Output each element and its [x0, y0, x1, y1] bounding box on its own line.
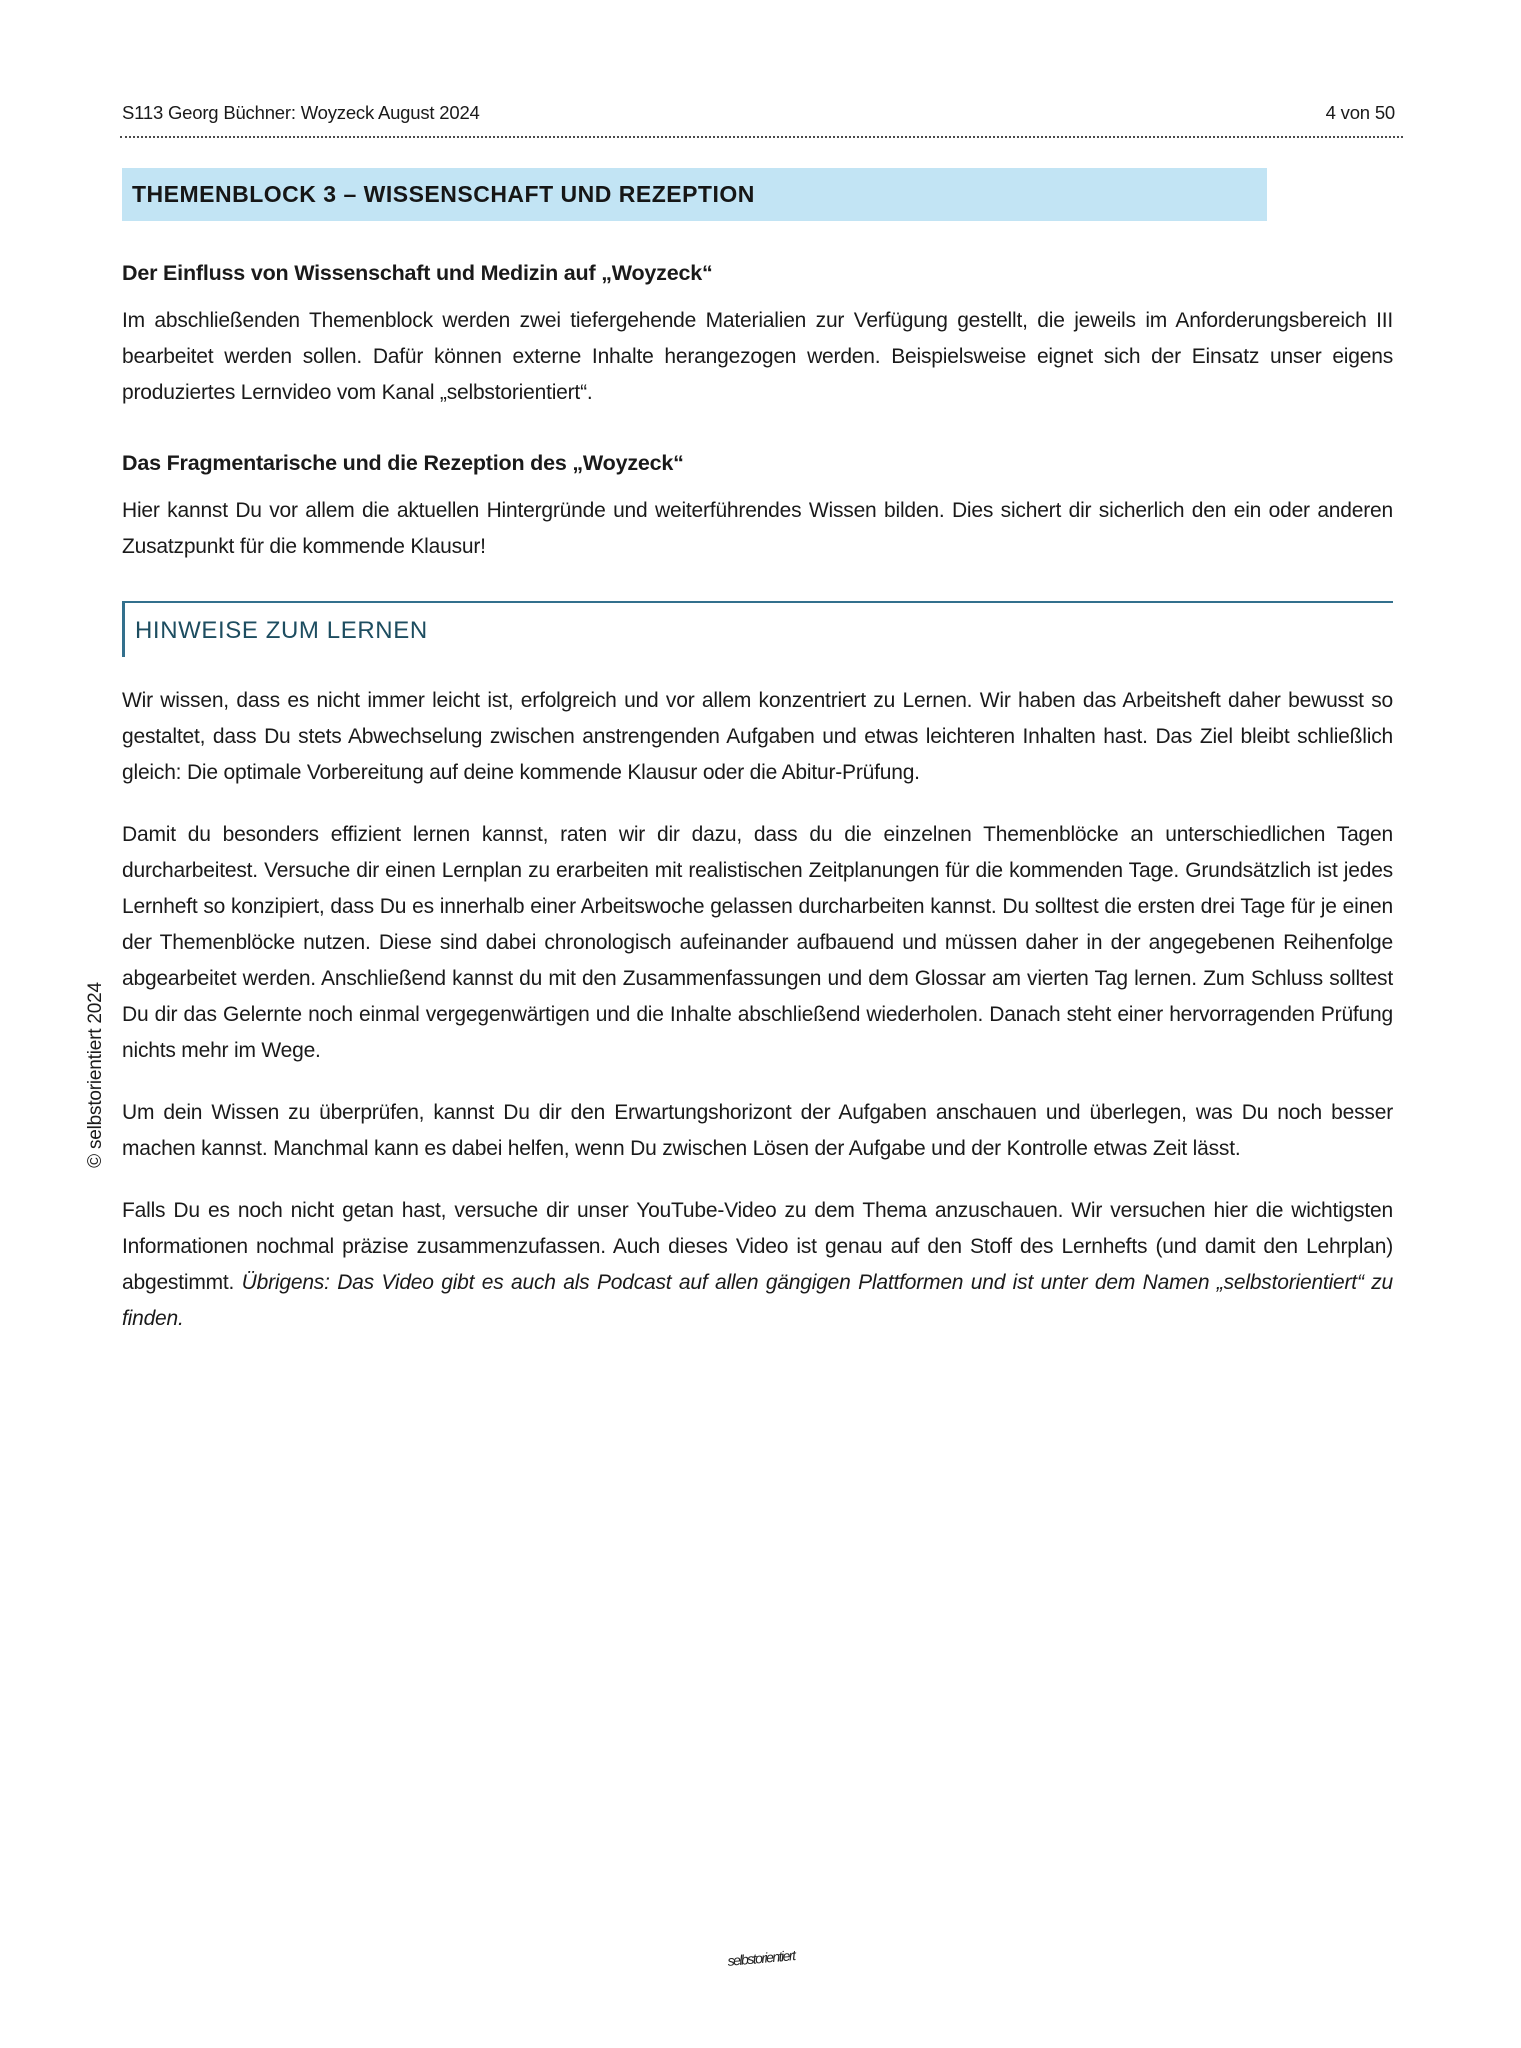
subheading-fragmentarische: Das Fragmentarische und die Rezeption des „Woyzeck“	[122, 451, 684, 475]
hinweise-paragraph-3: Um dein Wissen zu überprüfen, kannst Du dir den Erwartungshorizont der Aufgaben anschauen und überlegen, was Du noch besser machen kannst. Manchmal kann es dabei helfen, wenn Du zwischen Lösen der Aufgabe und der Kontrolle etwas Zeit lässt.	[122, 1101, 1393, 1160]
hinweise-section	[122, 601, 1393, 657]
page-header	[122, 102, 1395, 124]
hinweise-section-title: HINWEISE ZUM LERNEN	[122, 603, 1393, 657]
paragraph-einfluss: Im abschließenden Themenblock werden zwei tiefergehende Materialien zur Verfügung gestellt, die jeweils im Anforderungsbereich III bearbeitet werden sollen. Dafür können externe Inhalte herangezogen werden. Beispielsweise eignet sich der Einsatz unser eigens produziertes Lernvideo vom Kanal „selbstorientiert“.	[122, 309, 1393, 404]
hinweise-paragraph-4-italic: Übrigens: Das Video gibt es auch als Podcast auf allen gängigen Plattformen und ist unter dem Namen „selbstorientiert“ zu finden.	[122, 1271, 1393, 1330]
header-page-number: 4 von 50	[1325, 102, 1395, 123]
hinweise-paragraph-1: Wir wissen, dass es nicht immer leicht ist, erfolgreich und vor allem konzentriert zu Lernen. Wir haben das Arbeitsheft daher bewusst so gestaltet, dass Du stets Abwechselung zwischen anstrengenden Aufgaben und etwas leichteren Inhalten hast. Das Ziel bleibt schließlich gleich: Die optimale Vorbereitung auf deine kommende Klausur oder die Abitur-Prüfung.	[122, 689, 1393, 784]
header-divider	[120, 136, 1403, 138]
subheading-einfluss: Der Einfluss von Wissenschaft und Medizin auf „Woyzeck“	[122, 261, 713, 285]
hinweise-paragraph-4-normal: Falls Du es noch nicht getan hast, versuche dir unser YouTube-Video zu dem Thema anzuschauen. Wir versuchen hier die wichtigsten Informationen nochmal präzise zusammenzufassen. Auch dieses Video ist genau auf den Stoff des Lernhefts (und damit den Lehrplan) abgestimmt.	[122, 1199, 1393, 1294]
selbstorientiert-signature-logo: selbstorientiert	[726, 1947, 795, 1969]
vertical-copyright-text: © selbstorientiert 2024	[85, 982, 106, 1168]
page-content	[122, 168, 1393, 1337]
hinweise-paragraph-2: Damit du besonders effizient lernen kannst, raten wir dir dazu, dass du die einzelnen Themenblöcke an unterschiedlichen Tagen durcharbeitest. Versuche dir einen Lernplan zu erarbeiten mit realistischen Zeitplanungen für die kommenden Tage. Grundsätzlich ist jedes Lernheft so konzipiert, dass Du es innerhalb einer Arbeitswoche gelassen durcharbeiten kannst. Du solltest die ersten drei Tage für je einen der Themenblöcke nutzen. Diese sind dabei chronologisch aufeinander aufbauend und müssen daher in der angegebenen Reihenfolge abgearbeitet werden. Anschließend kannst du mit den Zusammenfassungen und dem Glossar am vierten Tag lernen. Zum Schluss solltest Du dir das Gelernte noch einmal vergegenwärtigen und die Inhalte abschließend wiederholen. Danach steht einer hervorragenden Prüfung nichts mehr im Wege.	[122, 823, 1393, 1062]
themenblock-title-bar: THEMENBLOCK 3 – WISSENSCHAFT UND REZEPTION	[122, 168, 1267, 221]
header-document-title: S113 Georg Büchner: Woyzeck August 2024	[122, 102, 480, 123]
paragraph-fragmentarische: Hier kannst Du vor allem die aktuellen Hintergründe und weiterführendes Wissen bilden. Dies sichert dir sicherlich den ein oder anderen Zusatzpunkt für die kommende Klausur!	[122, 499, 1393, 558]
hinweise-paragraph-4	[122, 1193, 1393, 1337]
